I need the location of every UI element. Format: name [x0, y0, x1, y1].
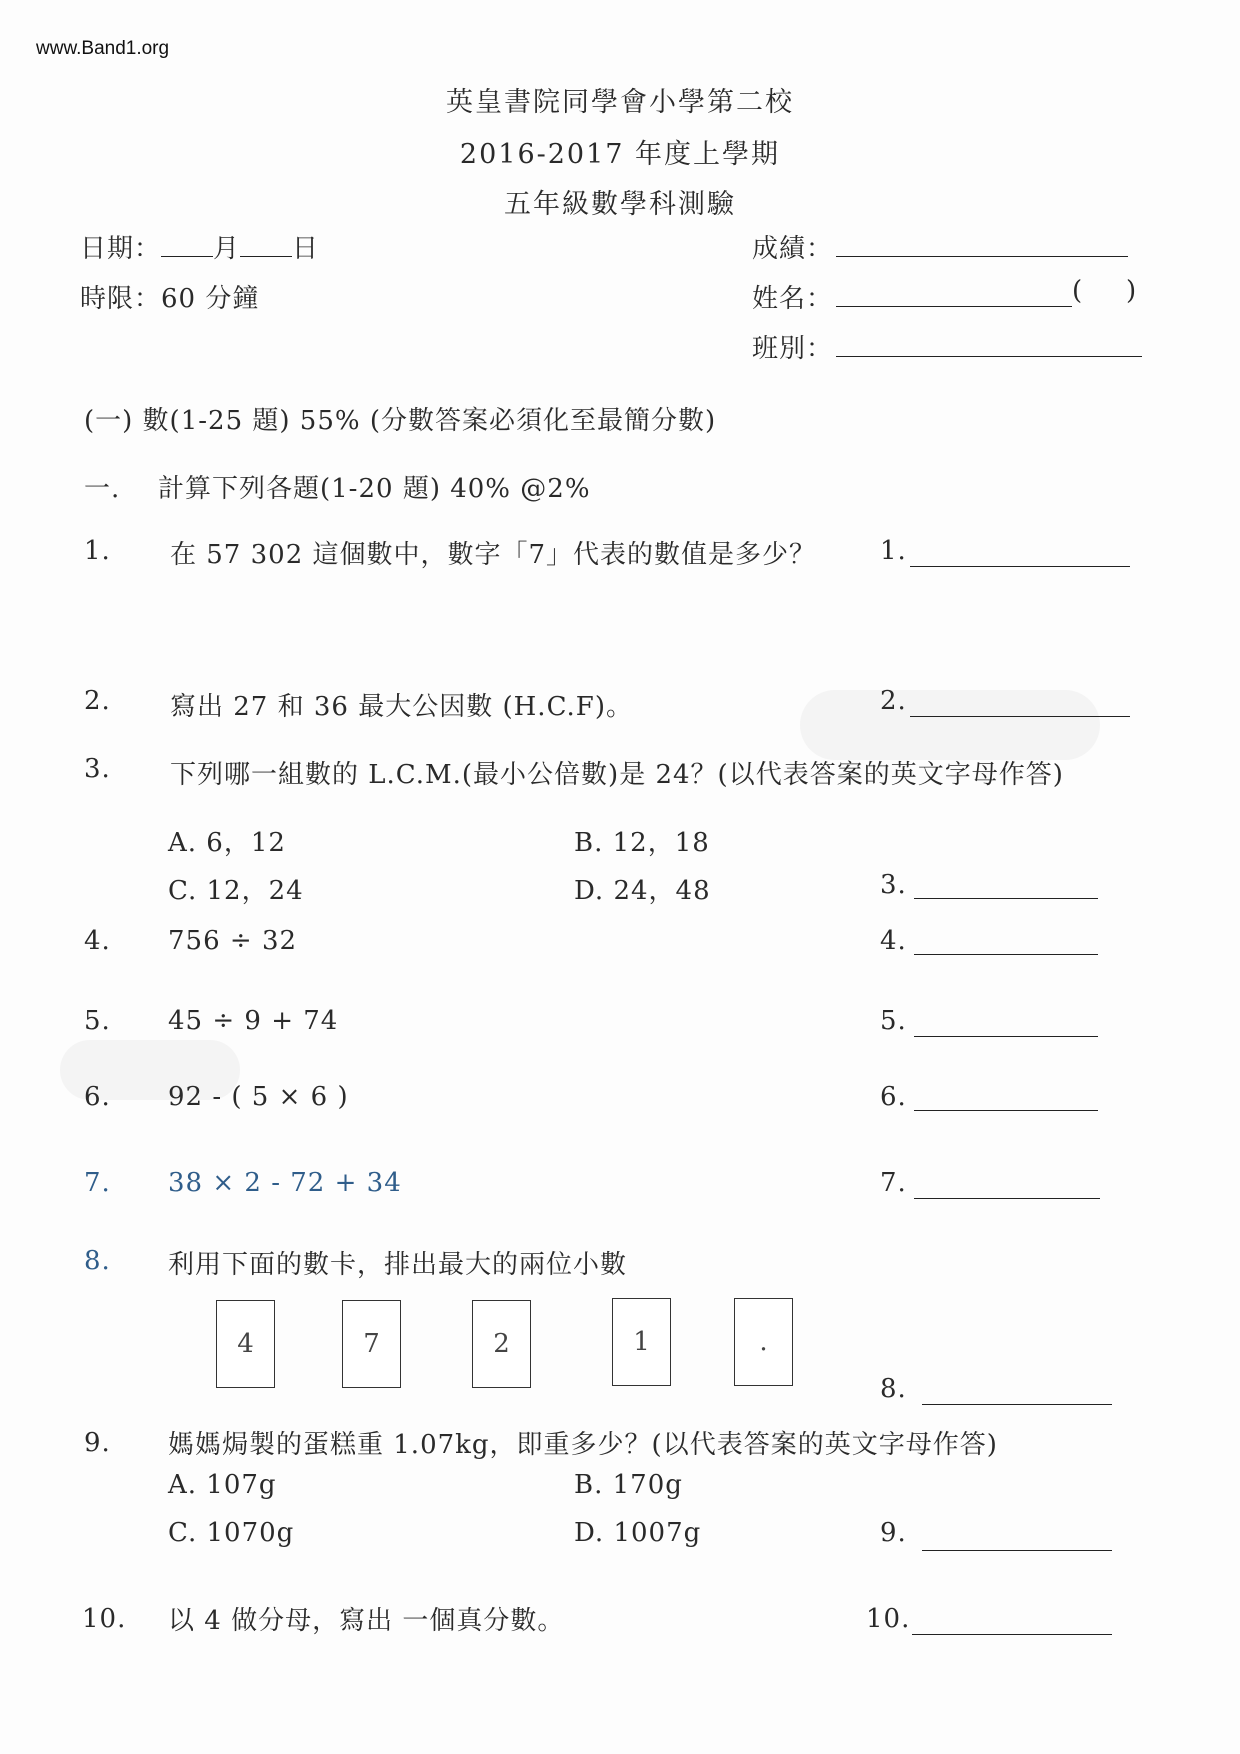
answer-blank[interactable]	[910, 716, 1130, 717]
question-number: 10.	[82, 1604, 127, 1634]
answer-blank[interactable]	[914, 1036, 1098, 1037]
term-title: 2016-2017 年度上學期	[459, 139, 781, 170]
number-card: 7	[342, 1300, 401, 1388]
month-label: 月	[213, 234, 241, 264]
part-title: 計算下列各題(1-20 題) 40% @2%	[158, 474, 591, 504]
option-a: A. 6，12	[168, 828, 286, 858]
question-number: 3.	[84, 754, 111, 784]
answer-label: 5.	[880, 1006, 907, 1036]
answer-blank[interactable]	[910, 566, 1130, 567]
section-title: (一) 數(1-25 題) 55% (分數答案必須化至最簡分數)	[84, 406, 717, 436]
school-name: 英皇書院同學會小學第二校	[446, 87, 794, 118]
scan-smudge	[800, 690, 1100, 760]
date-field	[80, 228, 319, 265]
answer-label: 8.	[880, 1374, 907, 1404]
exam-title: 五年級數學科測驗	[504, 189, 736, 220]
site-watermark: www.Band1.org	[36, 38, 170, 59]
option-a: A. 107g	[168, 1470, 277, 1500]
score-blank[interactable]	[836, 256, 1128, 257]
day-label: 日	[292, 234, 320, 264]
answer-label: 10.	[866, 1604, 911, 1634]
score-label: 成績：	[752, 234, 834, 264]
answer-label: 3.	[880, 870, 907, 900]
decimal-point-card: .	[734, 1298, 793, 1386]
question-text: 92 - ( 5 × 6 )	[168, 1082, 349, 1112]
question-number: 6.	[84, 1082, 111, 1112]
option-d: D. 24，48	[574, 876, 711, 906]
answer-label: 7.	[880, 1168, 907, 1198]
answer-blank[interactable]	[914, 1110, 1098, 1111]
question-number: 2.	[84, 686, 111, 716]
answer-blank[interactable]	[914, 954, 1098, 955]
question-number: 8.	[84, 1246, 111, 1276]
number-card: 4	[216, 1300, 275, 1388]
answer-label: 1.	[880, 536, 907, 566]
question-text: 38 × 2 - 72 + 34	[168, 1168, 402, 1198]
question-text: 以 4 做分母，寫出 一個真分數。	[168, 1606, 565, 1636]
answer-label: 9.	[880, 1518, 907, 1548]
question-text: 利用下面的數卡，排出最大的兩位小數	[168, 1250, 628, 1280]
option-c: C. 1070g	[168, 1518, 295, 1548]
answer-blank[interactable]	[912, 1634, 1112, 1635]
time-limit: 時限：60 分鐘	[80, 284, 260, 314]
question-number: 1.	[84, 536, 111, 566]
answer-blank[interactable]	[914, 898, 1098, 899]
class-label: 班別：	[752, 334, 834, 364]
answer-label: 6.	[880, 1082, 907, 1112]
name-blank[interactable]	[836, 306, 1072, 307]
part-number: 一.	[84, 474, 121, 504]
answer-label: 4.	[880, 926, 907, 956]
option-d: D. 1007g	[574, 1518, 702, 1548]
question-text: 寫出 27 和 36 最大公因數 (H.C.F)。	[170, 692, 633, 722]
option-b: B. 170g	[574, 1470, 683, 1500]
class-number-open: (	[1072, 276, 1084, 306]
class-blank[interactable]	[836, 356, 1142, 357]
question-text: 在 57 302 這個數中，數字「7」代表的數值是多少？	[170, 540, 817, 570]
question-number: 5.	[84, 1006, 111, 1036]
option-b: B. 12，18	[574, 828, 710, 858]
number-card: 1	[612, 1298, 671, 1386]
option-c: C. 12，24	[168, 876, 304, 906]
question-text: 45 ÷ 9 + 74	[168, 1006, 339, 1036]
class-number-close: )	[1126, 276, 1138, 306]
number-card: 2	[472, 1300, 531, 1388]
month-blank[interactable]	[161, 234, 213, 257]
answer-label: 2.	[880, 686, 907, 716]
question-number: 9.	[84, 1428, 111, 1458]
question-text: 媽媽焗製的蛋糕重 1.07kg，即重多少？(以代表答案的英文字母作答)	[168, 1430, 998, 1460]
day-blank[interactable]	[240, 234, 292, 257]
question-text: 756 ÷ 32	[168, 926, 298, 956]
question-text: 下列哪一組數的 L.C.M.(最小公倍數)是 24？(以代表答案的英文字母作答)	[170, 760, 1064, 790]
name-label: 姓名：	[752, 284, 834, 314]
answer-blank[interactable]	[922, 1404, 1112, 1405]
date-label: 日期：	[80, 234, 162, 264]
question-number: 7.	[84, 1168, 111, 1198]
question-number: 4.	[84, 926, 111, 956]
answer-blank[interactable]	[914, 1198, 1100, 1199]
answer-blank[interactable]	[922, 1550, 1112, 1551]
